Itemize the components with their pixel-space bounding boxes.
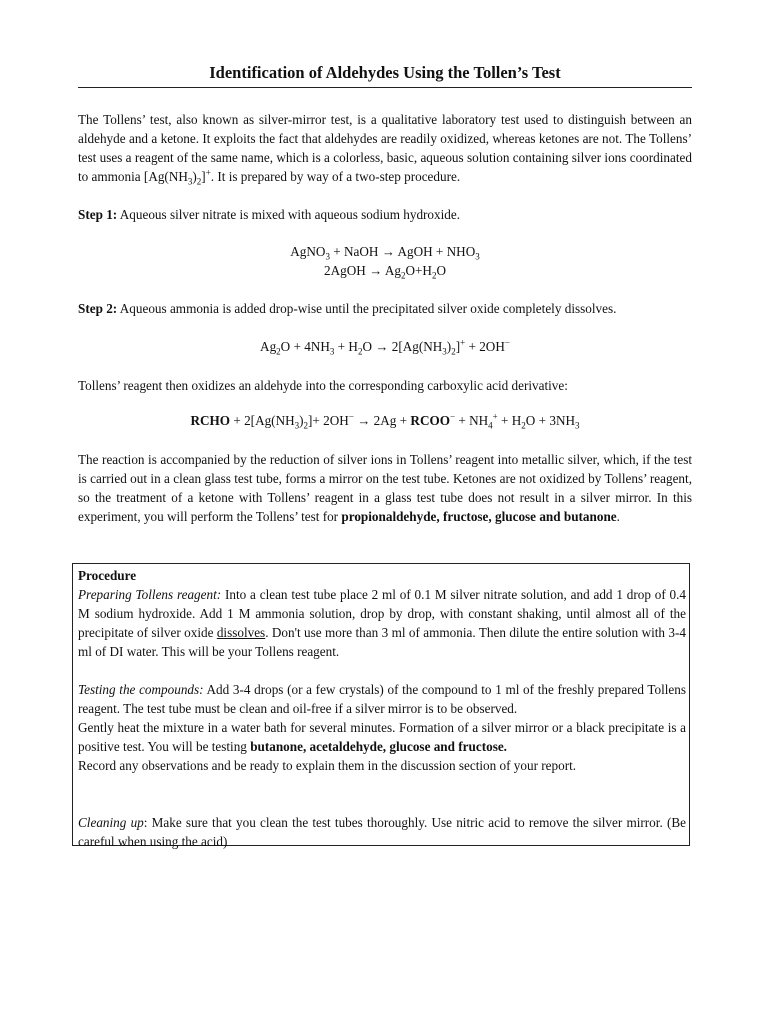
equation-text: ] bbox=[455, 339, 461, 354]
testing-paragraph bbox=[78, 680, 686, 718]
procedure-content bbox=[78, 566, 686, 851]
superscript: − bbox=[449, 411, 456, 422]
subscript: 3 bbox=[187, 176, 193, 187]
reaction-text: The reaction is accompanied by the reduction of silver ions in Tollens’ reagent into metallic silver, which, if the test is carried out in a clean glass test tube, forms a mirror on the test tube. Ketones are not oxidized by Tollens’ reagent, so the treatment of a ketone with Tollens’ reagent in a glass test tube does not result in a silver mirror. In this experiment, you will perform the Tollens’ test for bbox=[78, 452, 692, 524]
reaction-paragraph bbox=[78, 450, 692, 526]
step2-text: Aqueous ammonia is added drop-wise until the precipitated silver oxide completely dissolves. bbox=[117, 301, 617, 316]
underlined-word: dissolves bbox=[216, 625, 266, 640]
subscript: 3 bbox=[329, 346, 335, 357]
heating-text: Gently heat the mixture in a water bath for several minutes. Formation of a silver mirror or a black precipitate is a positive test. You will be testing bbox=[78, 720, 686, 754]
step1-text: Aqueous silver nitrate is mixed with aqueous sodium hydroxide. bbox=[117, 207, 461, 222]
equation-text: O bbox=[436, 263, 446, 278]
equation-text: Ag bbox=[260, 339, 277, 354]
document-title: Identification of Aldehydes Using the Tollen’s Test bbox=[209, 63, 561, 82]
subscript: 2 bbox=[303, 420, 309, 431]
reaction-text: . bbox=[616, 509, 620, 524]
equation-silver-nitrate bbox=[78, 243, 692, 261]
title-divider bbox=[78, 87, 692, 88]
preparing-text: Into a clean test tube place 2 ml of 0.1 M silver nitrate solution, and add 1 drop of 0.4 M sodium hydroxide. Add 1 M ammonia solution, drop by drop, with constant shaking, until almost all of the precipitate of silver oxide bbox=[78, 587, 687, 640]
procedure-box bbox=[72, 563, 690, 849]
cleaning-label: Cleaning up bbox=[78, 815, 144, 830]
subscript: 3 bbox=[575, 420, 580, 431]
equation-text: O + 4NH bbox=[280, 339, 330, 354]
equation-text: ) bbox=[446, 339, 452, 354]
cleaning-text: : Make sure that you clean the test tubes thoroughly. Use nitric acid to remove the silver mirror. (Be careful when using the acid) bbox=[78, 815, 686, 849]
equation-text: 2AgOH → Ag bbox=[324, 263, 401, 278]
subscript: 3 bbox=[294, 420, 300, 431]
intro-text: ] bbox=[201, 169, 206, 184]
superscript: + bbox=[460, 337, 466, 348]
subscript: 2 bbox=[196, 176, 202, 187]
equation-silver-hydroxide bbox=[78, 262, 692, 280]
equation-text: O + 3NH bbox=[525, 413, 575, 428]
cleaning-paragraph bbox=[78, 813, 686, 851]
subscript: 3 bbox=[475, 251, 480, 262]
equation-text: ]+ 2OH bbox=[308, 413, 349, 428]
superscript: − bbox=[504, 337, 510, 348]
equation-text: O → 2[Ag(NH bbox=[362, 339, 443, 354]
equation-text: → 2Ag + bbox=[353, 413, 411, 428]
equation-text: + H bbox=[497, 413, 522, 428]
equation-aldehyde-oxidation bbox=[78, 412, 692, 430]
subscript: 2 bbox=[451, 346, 456, 357]
superscript: + bbox=[205, 167, 211, 178]
compound-list: propionaldehyde, fructose, glucose and butanone bbox=[341, 509, 617, 524]
equation-text: + H bbox=[334, 339, 358, 354]
intro-text: . It is prepared by way of a two-step procedure. bbox=[210, 169, 461, 184]
step2-paragraph bbox=[78, 299, 692, 318]
tested-compounds: butanone, acetaldehyde, glucose and fructose. bbox=[250, 739, 507, 754]
tollens-oxidation-line: Tollens’ reagent then oxidizes an aldehyde into the corresponding carboxylic acid derivative: bbox=[78, 378, 568, 393]
equation-bold-text: RCOO bbox=[410, 413, 450, 428]
equation-text: + 2[Ag(NH bbox=[230, 413, 295, 428]
subscript: 2 bbox=[357, 346, 363, 357]
subscript: 4 bbox=[488, 420, 493, 431]
subscript: 2 bbox=[521, 420, 526, 431]
equation-text: ) bbox=[299, 413, 304, 428]
intro-text: ) bbox=[192, 169, 197, 184]
preparing-label: Preparing Tollens reagent: bbox=[78, 587, 222, 602]
equation-text: + NaOH → AgOH + NHO bbox=[329, 244, 476, 259]
intro-paragraph bbox=[78, 110, 692, 186]
equation-ammonia-complex bbox=[78, 338, 692, 356]
step1-paragraph bbox=[78, 205, 692, 224]
testing-text: Add 3-4 drops (or a few crystals) of the compound to 1 ml of the freshly prepared Tollens reagent. The test tube must be clean and oil-free if a silver mirror is to be observed. bbox=[78, 682, 686, 716]
subscript: 2 bbox=[276, 346, 281, 357]
step1-label: Step 1: bbox=[78, 207, 118, 222]
equation-text: + NH bbox=[455, 413, 489, 428]
equation-bold-text: RCHO bbox=[190, 413, 231, 428]
equation-text: + 2OH bbox=[465, 339, 505, 354]
preparing-text: . Don't use more than 3 ml of ammonia. Then dilute the entire solution with 3-4 ml of DI water. This will be your Tollens reagent. bbox=[78, 625, 687, 659]
heating-paragraph bbox=[78, 718, 686, 756]
subscript: 3 bbox=[442, 346, 447, 357]
spacer bbox=[78, 775, 686, 813]
preparing-paragraph bbox=[78, 585, 686, 661]
equation-text: AgNO bbox=[290, 244, 326, 259]
subscript: 2 bbox=[400, 270, 406, 281]
subscript: 2 bbox=[431, 270, 437, 281]
record-paragraph: Record any observations and be ready to explain them in the discussion section of your report. bbox=[78, 758, 577, 773]
procedure-heading: Procedure bbox=[78, 568, 137, 583]
intro-text: The Tollens’ test, also known as silver-mirror test, is a qualitative laboratory test used to distinguish between an aldehyde and a ketone. It exploits the fact that aldehydes are readily oxidized, whereas ketones are not. The Tollens’ test uses a reagent of the same name, which is a colorless, basic, aqueous solution containing silver ions coordinated to ammonia [Ag(NH bbox=[78, 112, 692, 184]
superscript: + bbox=[492, 411, 498, 422]
step2-label: Step 2: bbox=[78, 301, 118, 316]
subscript: 3 bbox=[325, 251, 330, 262]
spacer bbox=[78, 661, 686, 680]
testing-label: Testing the compounds: bbox=[78, 682, 204, 697]
superscript: − bbox=[348, 411, 354, 422]
equation-text: O+H bbox=[405, 263, 432, 278]
